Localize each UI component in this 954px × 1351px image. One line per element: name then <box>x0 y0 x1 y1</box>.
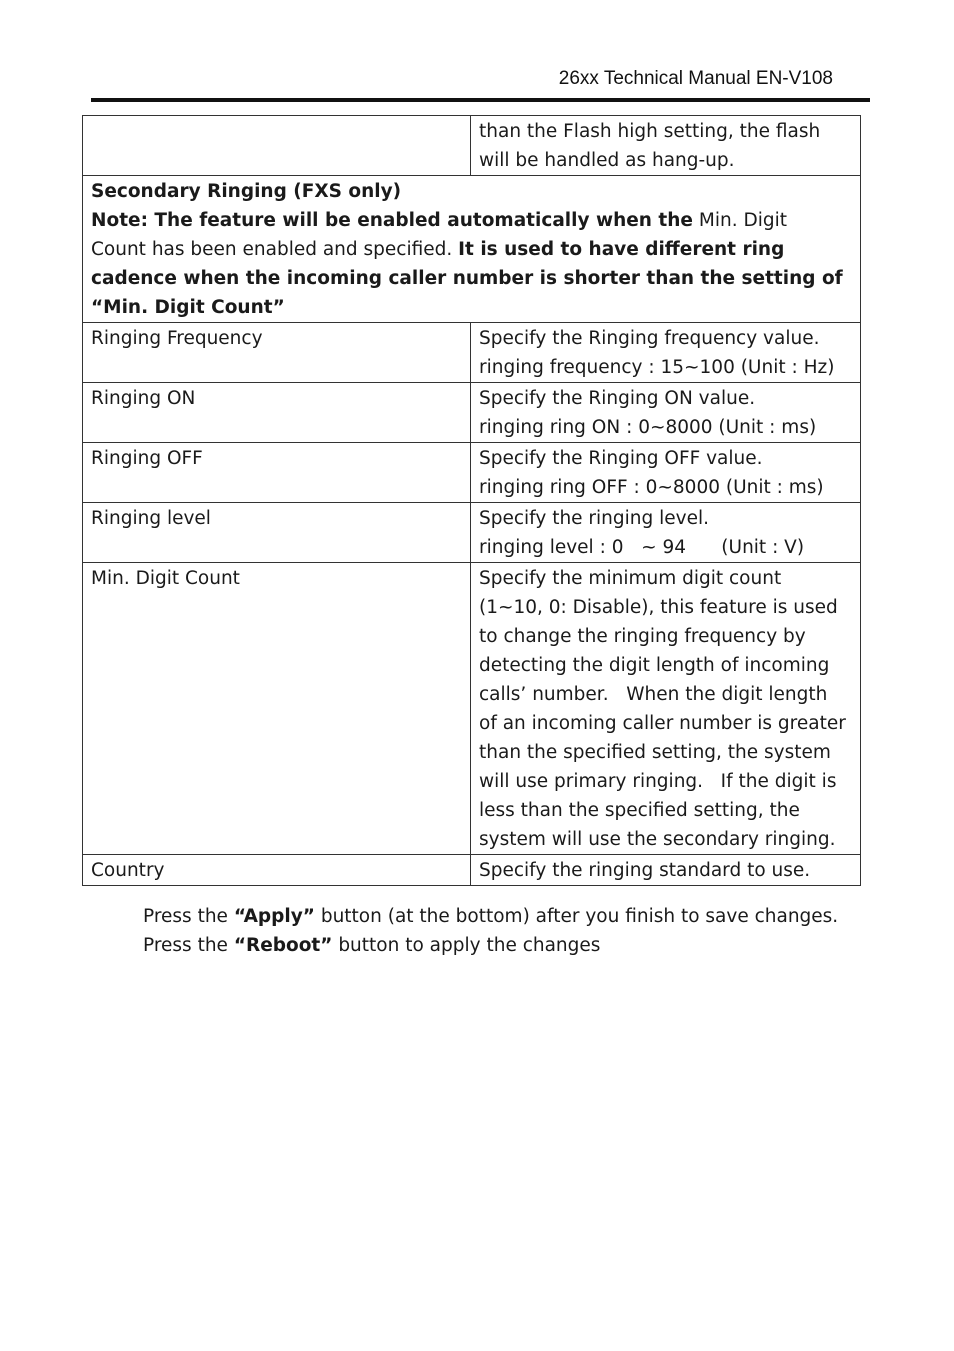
desc-line: ringing level : 0 ~ 94 (Unit : V) <box>479 537 805 558</box>
desc-line: Specify the ringing level. <box>479 508 710 529</box>
desc-line: (1~10, 0: Disable), this feature is used <box>479 597 838 618</box>
desc-line: Specify the Ringing frequency value. <box>479 328 820 349</box>
section-note-line: “Min. Digit Count” <box>91 297 285 318</box>
desc-line: less than the specified setting, the <box>479 800 800 821</box>
param-name-cell: Ringing ON <box>83 383 471 443</box>
table-row <box>83 563 861 855</box>
desc-line: will use primary ringing. If the digit is <box>479 771 837 792</box>
desc-line: of an incoming caller number is greater <box>479 713 846 734</box>
section-cell <box>83 176 861 323</box>
note-normal: Min. Digit <box>692 210 787 231</box>
section-note-line <box>91 206 852 235</box>
spec-table <box>82 115 861 886</box>
desc-line: than the Flash high setting, the flash <box>479 121 821 142</box>
reboot-keyword: “Reboot” <box>233 935 333 956</box>
reboot-note-pre: Press the <box>143 935 234 956</box>
param-desc-cell <box>471 563 861 855</box>
param-name-cell: Country <box>83 855 471 886</box>
note-bold: It is used to have different ring <box>458 239 785 260</box>
note-bold: Note: The feature will be enabled automatically when the <box>91 210 693 231</box>
reboot-note <box>143 931 838 960</box>
param-desc-cell <box>471 855 861 886</box>
param-name-cell: Ringing level <box>83 503 471 563</box>
section-note-line <box>91 235 852 264</box>
desc-line: will be handled as hang-up. <box>479 150 735 171</box>
section-row-secondary-ringing <box>83 176 861 323</box>
param-desc-cell <box>471 503 861 563</box>
desc-line: Specify the minimum digit count <box>479 568 782 589</box>
desc-line: system will use the secondary ringing. <box>479 829 836 850</box>
desc-line: detecting the digit length of incoming <box>479 655 830 676</box>
table-row-continued <box>83 116 861 176</box>
param-name-cell-empty <box>83 116 471 176</box>
param-name-cell: Ringing Frequency <box>83 323 471 383</box>
apply-keyword: “Apply” <box>233 906 315 927</box>
param-desc-cell <box>471 116 861 176</box>
param-desc-cell <box>471 443 861 503</box>
apply-note-pre: Press the <box>143 906 234 927</box>
desc-line: than the specified setting, the system <box>479 742 831 763</box>
desc-line: Specify the Ringing ON value. <box>479 388 756 409</box>
table-row <box>83 855 861 886</box>
desc-line: Specify the Ringing OFF value. <box>479 448 763 469</box>
apply-note-post: button (at the bottom) after you finish to save changes. <box>314 906 839 927</box>
desc-line: ringing ring OFF : 0~8000 (Unit : ms) <box>479 477 824 498</box>
param-desc-cell <box>471 323 861 383</box>
desc-line: ringing ring ON : 0~8000 (Unit : ms) <box>479 417 817 438</box>
desc-line: calls’ number. When the digit length <box>479 684 828 705</box>
section-heading: Secondary Ringing (FXS only) <box>91 181 402 202</box>
footer-notes <box>143 902 838 960</box>
note-normal: Count has been enabled and specified. <box>91 239 459 260</box>
table-row <box>83 443 861 503</box>
table-row <box>83 383 861 443</box>
header-rule <box>91 98 870 102</box>
reboot-note-post: button to apply the changes <box>332 935 601 956</box>
desc-line: ringing frequency : 15~100 (Unit : Hz) <box>479 357 835 378</box>
param-name-cell: Min. Digit Count <box>83 563 471 855</box>
param-name-cell: Ringing OFF <box>83 443 471 503</box>
param-desc-cell <box>471 383 861 443</box>
desc-line: to change the ringing frequency by <box>479 626 806 647</box>
table-row <box>83 503 861 563</box>
section-note-line: cadence when the incoming caller number is shorter than the setting of <box>91 268 843 289</box>
apply-note <box>143 902 838 931</box>
page-header-title: 26xx Technical Manual EN-V108 <box>558 68 833 89</box>
table-row <box>83 323 861 383</box>
desc-line: Specify the ringing standard to use. <box>479 860 811 881</box>
